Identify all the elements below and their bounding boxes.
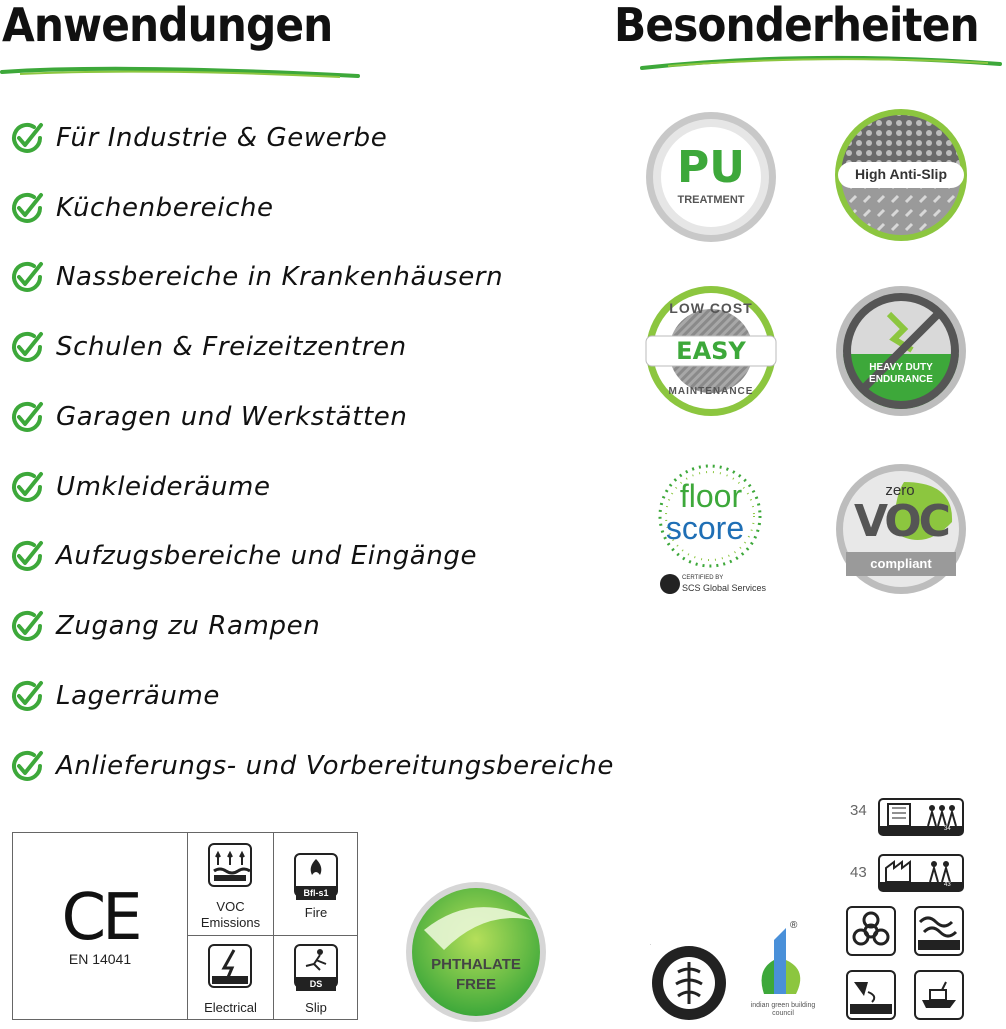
voc-emissions-cell [188, 833, 273, 935]
heading-applications: Anwendungen [2, 0, 333, 52]
check-circle-icon [8, 119, 46, 157]
slip-cell [274, 936, 358, 1019]
water-resistant-icon [914, 906, 964, 956]
chemical-resistant-icon [846, 970, 896, 1020]
en-standard: EN 14041 [68, 951, 132, 967]
list-item [8, 188, 274, 228]
heavy-duty-badge [834, 284, 968, 418]
voc-text: VOC [854, 496, 948, 547]
biohazard-icon [846, 906, 896, 956]
compliant-text: compliant [870, 556, 932, 571]
list-item-label: Lagerräume [56, 681, 221, 711]
green-brush-underline-right [638, 48, 1004, 72]
check-circle-icon [8, 607, 46, 645]
voc-label-1: VOC [216, 899, 245, 914]
low-cost-text: LOW COST [669, 300, 753, 316]
slip-class: DS [296, 977, 336, 991]
zero-voc-badge [834, 462, 968, 596]
easy-text: EASY [676, 337, 746, 365]
heavy-duty-text: HEAVY DUTY [869, 362, 933, 373]
check-circle-icon [8, 189, 46, 227]
electrical-icon [208, 944, 252, 988]
list-item [8, 746, 614, 786]
check-circle-icon [8, 258, 46, 296]
check-circle-icon [8, 747, 46, 785]
check-circle-icon [8, 677, 46, 715]
ce-mark: CE [61, 881, 139, 955]
green-brush-underline-left [0, 62, 362, 80]
list-item [8, 397, 407, 437]
list-item-label: Umkleideräume [56, 472, 271, 502]
zero-text: zero [885, 482, 915, 499]
check-circle-icon [8, 328, 46, 366]
list-item [8, 676, 220, 716]
list-item-label: Zugang zu Rampen [56, 611, 321, 641]
industrial-use-class-icon: 43 [878, 854, 964, 892]
anti-slip-text: High Anti-Slip [854, 166, 948, 182]
commercial-use-class-icon: 34 [878, 798, 964, 836]
slip-label: Slip [305, 1000, 327, 1015]
treatment-text: TREATMENT [677, 194, 745, 206]
check-circle-icon [8, 468, 46, 506]
usgbc-member-logo [650, 944, 728, 1022]
scs-text: SCS Global Services [682, 583, 767, 593]
free-text: FREE [455, 976, 496, 993]
voc-label-2: Emissions [200, 915, 261, 930]
list-item-label: Garagen und Werkstätten [56, 402, 408, 432]
usage-class-43-number: 43 [850, 864, 867, 881]
floor-text: floor [679, 478, 743, 514]
fire-label: Fire [304, 905, 328, 920]
floorscore-badge [644, 462, 778, 602]
certified-by-text: CERTIFIED BY [682, 575, 724, 581]
fire-cell [274, 833, 358, 935]
list-item-label: Aufzugsbereiche und Eingänge [56, 541, 478, 571]
voc-emissions-icon [208, 843, 252, 887]
endurance-text: ENDURANCE [869, 374, 933, 385]
phthalate-free-badge [404, 880, 548, 1024]
list-item-label: Schulen & Freizeitzentren [56, 332, 407, 362]
check-circle-icon [8, 537, 46, 575]
list-item [8, 467, 271, 507]
usgbc-text: U. [650, 944, 651, 945]
registered-mark: ® [790, 920, 798, 931]
slip-icon [294, 944, 338, 988]
list-item-label: Küchenbereiche [56, 193, 274, 223]
fire-icon [294, 853, 338, 897]
pu-treatment-badge [644, 110, 778, 244]
fire-class: Bfl-s1 [296, 886, 336, 900]
heading-features: Besonderheiten [614, 0, 979, 52]
score-text: score [665, 510, 745, 546]
list-item [8, 327, 407, 367]
list-item [8, 257, 503, 297]
check-circle-icon [8, 398, 46, 436]
list-item-label: Anlieferungs- und Vorbereitungsbereiche [56, 751, 614, 781]
usage-class-34-number: 34 [850, 802, 867, 819]
easy-maintenance-badge [644, 284, 778, 418]
scs-logo-icon [660, 574, 680, 594]
anti-slip-badge [834, 108, 968, 242]
certification-panel [12, 832, 358, 1020]
list-item-label: Nassbereiche in Krankenhäusern [56, 262, 504, 292]
igbc-text: indian green building council [750, 1002, 816, 1017]
maintenance-text: MAINTENANCE [668, 386, 754, 397]
list-item [8, 536, 477, 576]
electrical-label: Electrical [204, 1000, 257, 1015]
ship-use-icon [914, 970, 964, 1020]
pu-text: PU [677, 142, 745, 193]
igbc-logo [744, 920, 822, 1024]
phthalate-text: PHTHALATE [431, 956, 521, 973]
list-item [8, 606, 320, 646]
electrical-cell [188, 936, 273, 1019]
list-item-label: Für Industrie & Gewerbe [56, 123, 388, 153]
list-item [8, 118, 387, 158]
